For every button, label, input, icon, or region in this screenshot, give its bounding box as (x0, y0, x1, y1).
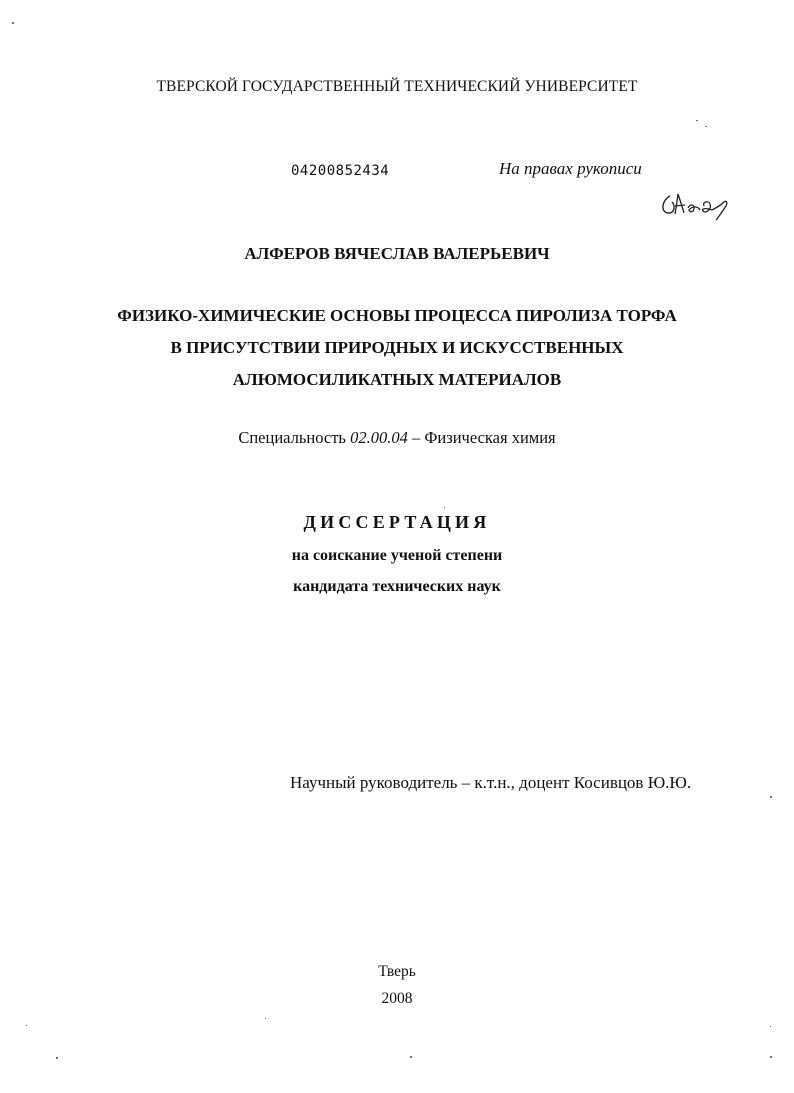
dissertation-title (0, 300, 794, 396)
title-line: ФИЗИКО-ХИМИЧЕСКИЕ ОСНОВЫ ПРОЦЕССА ПИРОЛИЗА ТОРФА (117, 306, 677, 325)
document-code: 04200852434 (291, 163, 390, 179)
handwritten-signature-icon (656, 186, 736, 222)
speciality-separator: – (411, 428, 421, 447)
dissertation-heading: ДИССЕРТАЦИЯ (303, 512, 491, 532)
degree-line-2: кандидата технических наук (293, 578, 501, 595)
scan-speck (770, 796, 772, 798)
speciality-line (0, 428, 794, 448)
scan-speck (770, 1056, 772, 1058)
scan-speck (26, 1025, 27, 1026)
title-line: В ПРИСУТСТВИИ ПРИРОДНЫХ И ИСКУССТВЕННЫХ (170, 338, 624, 357)
speciality-label: Специальность (238, 428, 346, 447)
scan-speck (12, 22, 14, 24)
scan-speck (705, 126, 707, 127)
supervisor: Научный руководитель – к.т.н., доцент Косивцов Ю.Ю. (290, 773, 692, 792)
speciality-code: 02.00.04 (350, 428, 408, 447)
scan-speck (770, 1026, 771, 1027)
author-name: АЛФЕРОВ ВЯЧЕСЛАВ ВАЛЕРЬЕВИЧ (244, 244, 550, 263)
title-line: АЛЮМОСИЛИКАТНЫХ МАТЕРИАЛОВ (232, 370, 562, 389)
city: Тверь (378, 963, 416, 980)
scan-speck (265, 1018, 266, 1019)
year: 2008 (381, 990, 413, 1007)
university-name: ТВЕРСКОЙ ГОСУДАРСТВЕННЫЙ ТЕХНИЧЕСКИЙ УНИВЕРСИТЕТ (156, 78, 638, 95)
rights-note: На правах рукописи (499, 159, 642, 178)
scan-speck (56, 1057, 58, 1059)
speciality-name: Физическая химия (424, 428, 556, 447)
scan-speck (410, 1056, 412, 1058)
scan-speck (696, 120, 698, 121)
degree-line-1: на соискание ученой степени (291, 547, 503, 564)
scan-speck (444, 507, 445, 508)
